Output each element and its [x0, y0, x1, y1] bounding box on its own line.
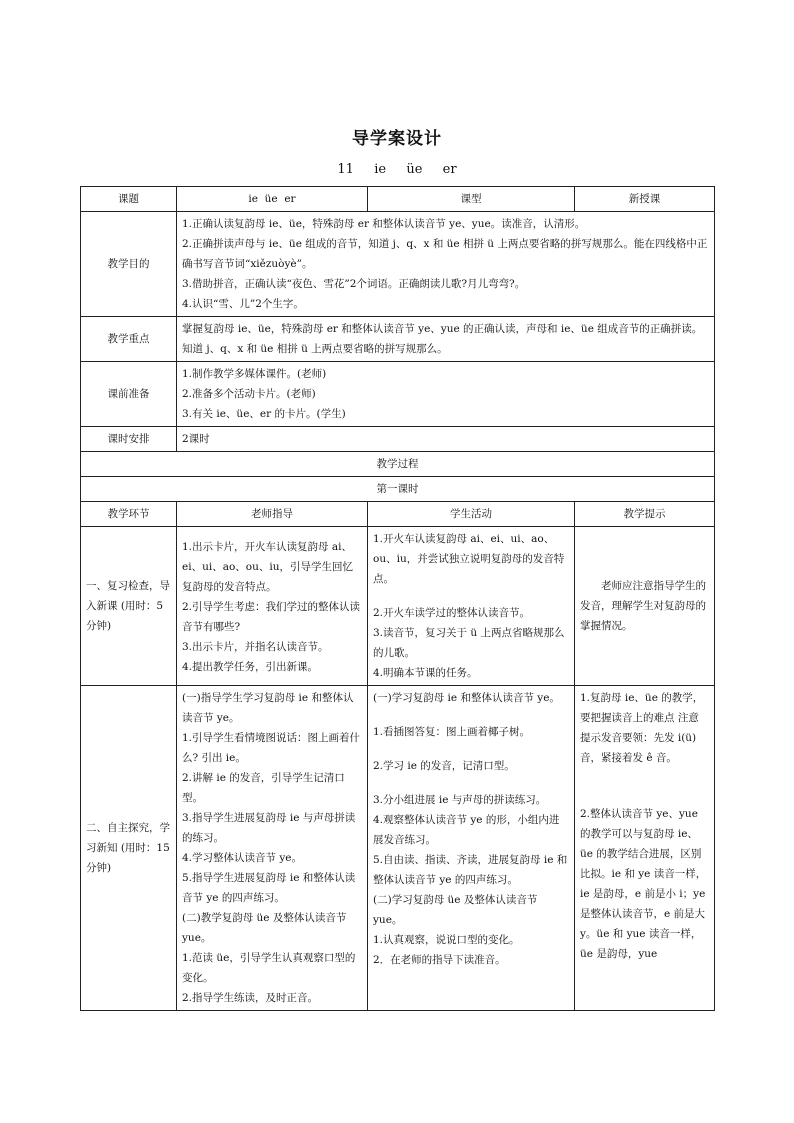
student-step: 3.读音节，复习关于 ü 上两点省略规那么的儿歌。 [373, 627, 565, 659]
first-period-title: 第一课时 [81, 477, 715, 502]
student-step: 4.观察整体认读音节 ye 的形，小组内进展发音练习。 [373, 814, 560, 846]
prep-item: 3.有关 ie、üe、er 的卡片。(学生) [182, 408, 346, 420]
prep-item: 1.制作教学多媒体课件。(老师) [182, 368, 327, 380]
col-stage-header: 教学环节 [81, 502, 177, 527]
first-period-row [81, 477, 715, 502]
student-step: 4.明确本节课的任务。 [373, 667, 478, 679]
focus-label: 教学重点 [81, 317, 177, 362]
student-step: 2.学习 ie 的发音，记清口型。 [373, 760, 515, 772]
hint-paragraph: 1.复韵母 ie、üe 的教学，要把握读音上的难点 注意提示发音要领：先发 i(ü)音，紧接着发 ê 音。 [580, 692, 704, 764]
section2-hint [575, 686, 715, 1011]
student-step: 3.分小组进展 ie 与声母的拼读练习。 [373, 794, 547, 806]
teacher-step: 4.学习整体认读音节 ye。 [182, 852, 303, 864]
section1-row [81, 527, 715, 686]
student-step: (二)学习复韵母 üe 及整体认读音节 yue。 [373, 894, 538, 926]
topic-label: 课题 [81, 187, 177, 212]
col-hint-header: 教学提示 [575, 502, 715, 527]
prep-label: 课前准备 [81, 362, 177, 427]
teacher-step: 1.范读 üe，引导学生认真观察口型的变化。 [182, 952, 356, 984]
teacher-step: (一)指导学生学习复韵母 ie 和整体认读音节 ye。 [182, 692, 354, 724]
goals-label: 教学目的 [81, 212, 177, 317]
teacher-step: 1.引导学生看情境图说话：图上画着什么? 引出 ie。 [182, 732, 361, 764]
prep-row [81, 362, 715, 427]
section1-hint: 老师应注意指导学生的发音，理解学生对复韵母的掌握情况。 [575, 527, 715, 686]
teacher-step: 2.讲解 ie 的发音，引导学生记清口型。 [182, 772, 345, 804]
col-student-header: 学生活动 [368, 502, 575, 527]
teacher-step: 1.出示卡片，开火车认读复韵母 ai、ei、ui、ao、ou、iu，引导学生回忆复韵母的发音特点。 [182, 541, 353, 593]
process-title-row [81, 452, 715, 477]
focus-row [81, 317, 715, 362]
section2-teacher [177, 686, 368, 1011]
teacher-step: 5.指导学生进展复韵母 ie 和整体认读音节 ye 的四声练习。 [182, 872, 356, 904]
teacher-step: (二)教学复韵母 üe 及整体认读音节 yue。 [182, 912, 347, 944]
teacher-step: 2.引导学生考虑：我们学过的整体认读音节有哪些? [182, 601, 361, 633]
student-step: 1.开火车认读复韵母 ai、ei、ui、ao、ou、iu，并尝试独立说明复韵母的发音特点。 [373, 533, 565, 585]
hours-label: 课时安排 [81, 427, 177, 452]
teacher-step: 3.出示卡片，并指名认读音节。 [182, 641, 329, 653]
goal-item: 1.正确认读复韵母 ie、üe，特殊韵母 er 和整体认读音节 ye、yue。读准音，认清形。 [182, 218, 586, 230]
document-title: 导学案设计 [352, 129, 442, 149]
section2-row [81, 686, 715, 1011]
teacher-step: 4.提出教学任务，引出新课。 [182, 661, 319, 673]
column-header-row [81, 502, 715, 527]
prep-content [177, 362, 715, 427]
section2-stage: 二、自主探究，学习新知 (用时：15 分钟) [81, 686, 177, 1011]
goals-content [177, 212, 715, 317]
type-label: 课型 [368, 187, 575, 212]
prep-item: 2.准备多个活动卡片。(老师) [182, 388, 316, 400]
student-step: 1.认真观察，说说口型的变化。 [373, 934, 520, 946]
type-value: 新授课 [575, 187, 715, 212]
goal-item: 2.正确拼读声母与 ie、üe 组成的音节，知道 j、q、x 和 üe 相拼 ü 上两点要省略的拼写规那么。能在四线格中正确书写音节词“xiězuòyè”。 [182, 238, 708, 270]
teacher-step: 3.指导学生进展复韵母 ie 与声母拼读的练习。 [182, 812, 356, 844]
teacher-step: 2.指导学生练读，及时正音。 [182, 992, 319, 1004]
hours-row [81, 427, 715, 452]
hours-value: 2课时 [177, 427, 715, 452]
section1-stage: 一、复习检查，导入新课 (用时：5 分钟) [81, 527, 177, 686]
process-title: 教学过程 [81, 452, 715, 477]
section1-student [368, 527, 575, 686]
lesson-plan-table [80, 186, 715, 1011]
hint-paragraph: 2.整体认读音节 ye、yue 的教学可以与复韵母 ie、üe 的教学结合进展，区别比拟。ie 和 ye 读音一样，ie 是韵母，e 前是小 i；ye 是整体认读音节，e 前是大 y。üe 和 yue 读音一样，üe 是韵母，yue [580, 808, 707, 960]
topic-value: ie üe er [177, 187, 368, 212]
student-step: 1.看插图答复：图上画着椰子树。 [373, 726, 531, 738]
header-row [81, 187, 715, 212]
focus-content: 掌握复韵母 ie、üe，特殊韵母 er 和整体认读音节 ye、yue 的正确认读，声母和 ie、üe 组成音节的正确拼读。知道 j、q、x 和 üe 相拼 ü 上两点要省略的拼写规那么。 [177, 317, 715, 362]
student-step: 2.开火车读学过的整体认读音节。 [373, 607, 531, 619]
goal-item: 4.认识“雪、儿”2个生字。 [182, 298, 304, 310]
goal-item: 3.借助拼音，正确认读“夜色、雪花”2个词语。正确朗读儿歌?月儿弯弯?。 [182, 278, 526, 290]
student-step: 5.自由读、指读、齐读，进展复韵母 ie 和整体认读音节 ye 的四声练习。 [373, 854, 568, 886]
section1-teacher [177, 527, 368, 686]
student-step: 2．在老师的指导下读准音。 [373, 954, 506, 966]
student-step: (一)学习复韵母 ie 和整体认读音节 ye。 [373, 692, 560, 704]
col-teacher-header: 老师指导 [177, 502, 368, 527]
section2-student [368, 686, 575, 1011]
lesson-title: 11 ie üe er [337, 162, 457, 177]
goals-row [81, 212, 715, 317]
